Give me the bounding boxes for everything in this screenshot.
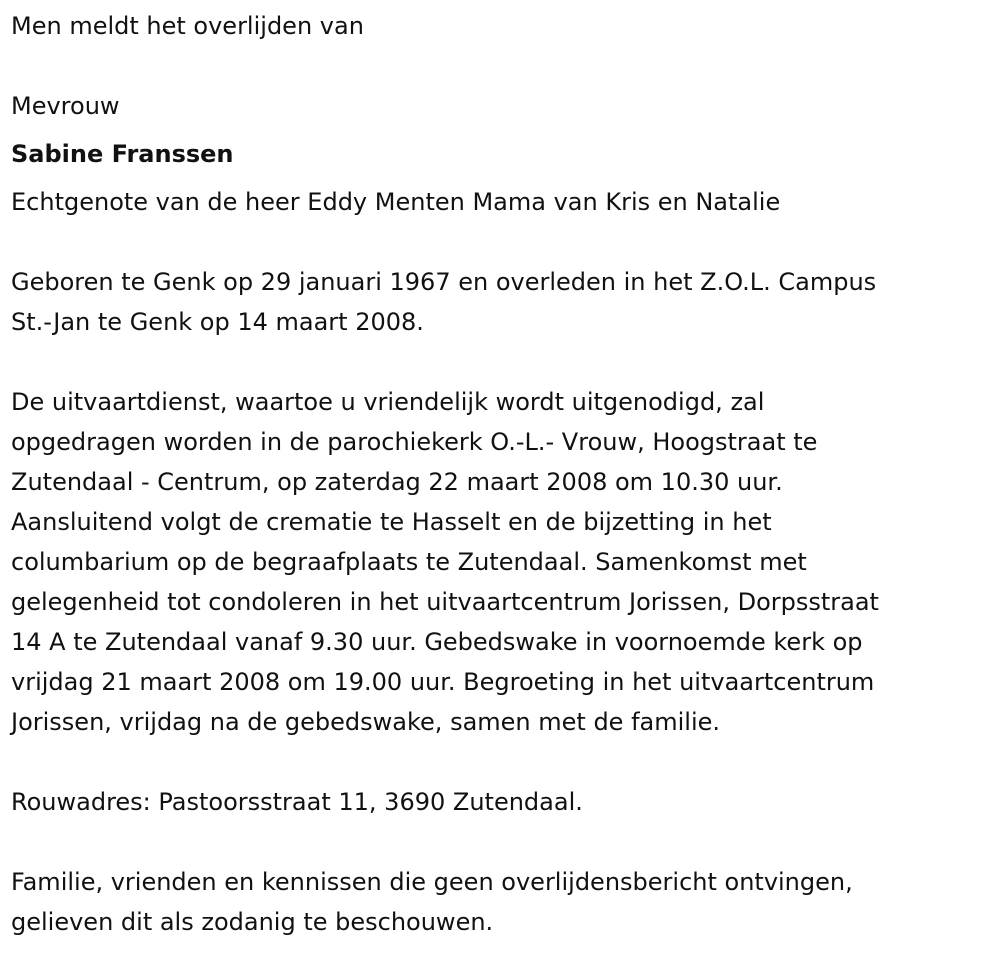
funeral-service-paragraph: [11, 382, 990, 742]
deceased-name: Sabine Franssen: [11, 140, 234, 168]
intro-text: Men meldt het overlijden van: [11, 12, 364, 40]
service-line: 14 A te Zutendaal vanaf 9.30 uur. Gebedswake in voornoemde kerk op: [11, 628, 863, 656]
service-line: Jorissen, vrijdag na de gebedswake, samen met de familie.: [11, 708, 721, 736]
service-line: opgedragen worden in de parochiekerk O.-L.- Vrouw, Hoogstraat te: [11, 428, 818, 456]
mourning-address: Rouwadres: Pastoorsstraat 11, 3690 Zutendaal.: [11, 788, 583, 816]
honorific-title: Mevrouw: [11, 92, 120, 120]
service-line: Zutendaal - Centrum, op zaterdag 22 maart 2008 om 10.30 uur.: [11, 468, 783, 496]
service-line: vrijdag 21 maart 2008 om 19.00 uur. Begroeting in het uitvaartcentrum: [11, 668, 875, 696]
family-relation: Echtgenote van de heer Eddy Menten Mama van Kris en Natalie: [11, 188, 781, 216]
service-line: gelegenheid tot condoleren in het uitvaartcentrum Jorissen, Dorpsstraat: [11, 588, 879, 616]
service-line: columbarium op de begraafplaats te Zutendaal. Samenkomst met: [11, 548, 807, 576]
death-notice: [0, 6, 990, 942]
birth-death-paragraph: [11, 262, 990, 342]
service-line: Aansluitend volgt de crematie te Hasselt en de bijzetting in het: [11, 508, 772, 536]
closing-paragraph: [11, 862, 990, 942]
service-line: De uitvaartdienst, waartoe u vriendelijk wordt uitgenodigd, zal: [11, 388, 765, 416]
closing-line: gelieven dit als zodanig te beschouwen.: [11, 908, 494, 936]
closing-line: Familie, vrienden en kennissen die geen overlijdensbericht ontvingen,: [11, 868, 853, 896]
birth-line: Geboren te Genk op 29 januari 1967 en overleden in het Z.O.L. Campus: [11, 268, 877, 296]
birth-line: St.-Jan te Genk op 14 maart 2008.: [11, 308, 424, 336]
